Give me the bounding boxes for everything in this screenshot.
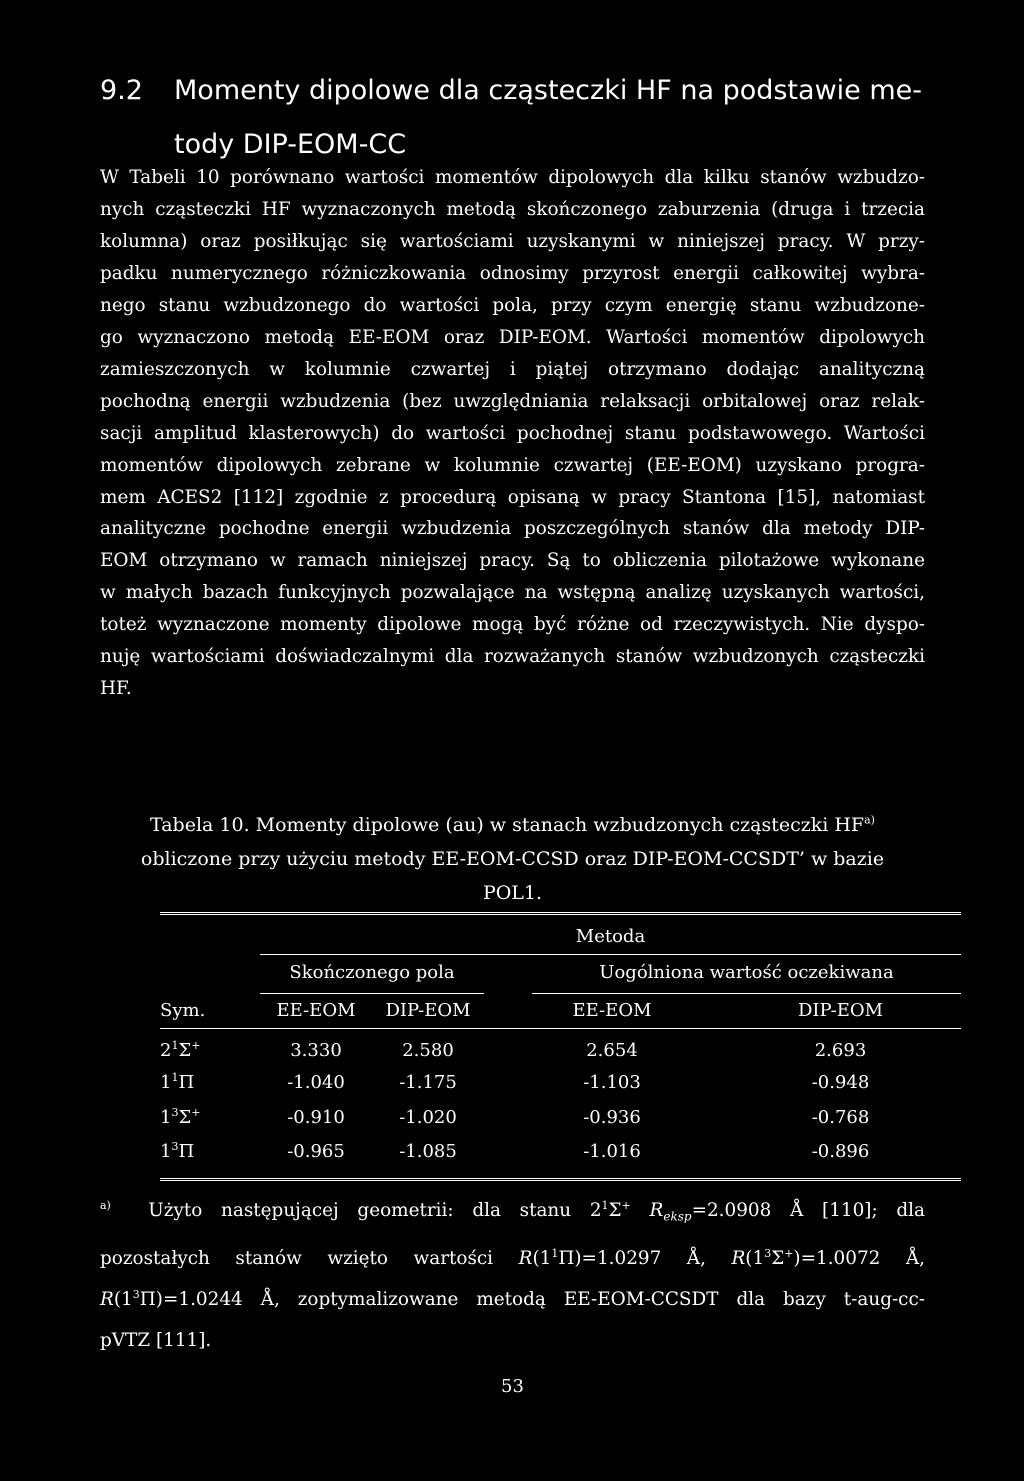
section-title-line2: tody DIP-EOM-CC bbox=[174, 129, 407, 160]
paragraph-line: w małych bazach funkcyjnych pozwalające na wstępną analizę uzyskanych wartości, bbox=[100, 582, 925, 604]
footnote-symbol: R bbox=[731, 1247, 746, 1269]
value-cell: 2.580 bbox=[402, 1040, 454, 1061]
footnote-sup: 1 bbox=[551, 1246, 559, 1260]
footnote-text: (1 bbox=[532, 1247, 552, 1269]
footnote-text: pVTZ [111]. bbox=[100, 1329, 212, 1351]
table-bottom-rule bbox=[160, 1178, 961, 1181]
value-cell: -1.103 bbox=[583, 1072, 641, 1093]
subgroup-rule-right bbox=[532, 993, 961, 994]
footnote-text: =2.0908 Å [110]; dla bbox=[691, 1200, 925, 1221]
footnote-sub: eksp bbox=[663, 1209, 692, 1224]
footnote-term: Σ bbox=[608, 1200, 622, 1221]
sym-part: 1 bbox=[160, 1141, 172, 1162]
footnote-symbol: R bbox=[649, 1200, 664, 1221]
paragraph-line: momentów dipolowych zebrane w kolumnie czwartej (EE-EOM) uzyskano progra- bbox=[100, 454, 925, 476]
section-title-line1: Momenty dipolowe dla cząsteczki HF na podstawie me- bbox=[174, 75, 922, 106]
sym-part: 1 bbox=[160, 1107, 172, 1128]
paragraph-line: EOM otrzymano w ramach niniejszej pracy. Są to obliczenia pilotażowe wykonane bbox=[100, 550, 925, 572]
sym-part: + bbox=[191, 1106, 201, 1119]
caption-footnote-marker: a) bbox=[864, 813, 875, 827]
col-header-ee-eom-ff: EE-EOM bbox=[276, 1000, 356, 1021]
value-cell: -1.040 bbox=[287, 1072, 345, 1093]
footnote-symbol: R bbox=[100, 1288, 114, 1310]
footnote-sup: + bbox=[784, 1246, 794, 1260]
value-cell: 2.654 bbox=[586, 1040, 638, 1061]
caption-line3: POL1. bbox=[482, 882, 543, 904]
value-cell: 3.330 bbox=[290, 1040, 342, 1061]
value-cell: -1.020 bbox=[399, 1107, 457, 1128]
footnote-sup: + bbox=[621, 1198, 631, 1212]
footnote-term: Σ bbox=[771, 1247, 785, 1269]
paragraph-line: nuję wartościami doświadczalnymi dla rozważanych stanów wzbudzonych cząsteczki bbox=[100, 646, 925, 668]
section-heading bbox=[100, 64, 925, 172]
sym-cell bbox=[160, 1072, 260, 1093]
sym-part: 3 bbox=[171, 1140, 179, 1153]
paragraph-line: HF. bbox=[100, 678, 132, 700]
value-cell: -0.896 bbox=[811, 1141, 870, 1162]
paragraph-line: W Tabeli 10 porównano wartości momentów dipolowych dla kilku stanów wzbudzo- bbox=[100, 167, 925, 188]
value-cell: -0.768 bbox=[811, 1107, 870, 1128]
table-footnote bbox=[100, 1190, 925, 1361]
body-paragraph bbox=[100, 162, 925, 705]
col-header-sym: Sym. bbox=[160, 1000, 206, 1021]
sym-part: + bbox=[191, 1039, 201, 1052]
col-header-dip-eom-ev: DIP-EOM bbox=[797, 1000, 884, 1021]
footnote-sup: 3 bbox=[764, 1246, 772, 1260]
paragraph-line: nego stanu wzbudzonego do wartości pola, przy czym energię stanu wzbudzone- bbox=[100, 294, 925, 316]
paragraph-line: padku numerycznego różniczkowania odnosimy przyrost energii całkowitej wybra- bbox=[100, 262, 925, 284]
sym-part: 1 bbox=[171, 1039, 179, 1052]
subgroup-expectation-value: Uogólniona wartość oczekiwana bbox=[599, 962, 894, 983]
footnote-text: Π)=1.0297 Å, bbox=[558, 1247, 706, 1269]
col-header-dip-eom-ff: DIP-EOM bbox=[385, 1000, 471, 1021]
subgroup-rule-left bbox=[260, 993, 484, 994]
footnote-text: Użyto następującej geometrii: dla stanu 2 bbox=[148, 1200, 602, 1221]
value-cell: -0.910 bbox=[287, 1107, 345, 1128]
header-bottom-rule bbox=[160, 1028, 961, 1029]
paragraph-line: pochodną energii wzbudzenia (bez uwzględniania relaksacji orbitalowej oraz relak- bbox=[100, 390, 925, 412]
footnote-sup: 1 bbox=[601, 1198, 609, 1212]
page-number: 53 bbox=[501, 1376, 524, 1397]
footnote-sup: 3 bbox=[132, 1287, 140, 1301]
value-cell: -1.016 bbox=[583, 1141, 641, 1162]
sym-part: 3 bbox=[171, 1106, 179, 1119]
paragraph-line: toteż wyznaczone momenty dipolowe mogą być różne od rzeczywistych. Nie dyspo- bbox=[100, 614, 925, 636]
sym-part: Π bbox=[178, 1141, 195, 1162]
method-rule bbox=[260, 954, 961, 955]
footnote-text: )=1.0072 Å, bbox=[793, 1247, 925, 1269]
footnote-text: (1 bbox=[745, 1247, 765, 1269]
sym-part: Σ bbox=[178, 1040, 192, 1061]
sym-cell bbox=[160, 1141, 260, 1162]
section-number: 9.2 bbox=[100, 75, 143, 106]
footnote-text: (1 bbox=[113, 1288, 133, 1310]
sym-cell bbox=[160, 1040, 260, 1061]
value-cell: -1.175 bbox=[399, 1072, 457, 1093]
sym-cell bbox=[160, 1107, 260, 1128]
sym-part: Σ bbox=[178, 1107, 192, 1128]
table-caption bbox=[100, 808, 925, 910]
caption-line2: obliczone przy użyciu metody EE-EOM-CCSD oraz DIP-EOM-CCSDT’ w bazie bbox=[140, 848, 885, 870]
value-cell: 2.693 bbox=[814, 1040, 867, 1061]
paragraph-line: mem ACES2 [112] zgodnie z procedurą opisaną w pracy Stantona [15], natomiast bbox=[100, 486, 925, 508]
sym-part: Π bbox=[178, 1072, 195, 1093]
sym-part: 2 bbox=[160, 1040, 172, 1061]
value-cell: -0.948 bbox=[811, 1072, 870, 1093]
footnote-marker: a) bbox=[100, 1198, 111, 1212]
value-cell: -0.965 bbox=[287, 1141, 345, 1162]
footnote-text: Π)=1.0244 Å, zoptymalizowane metodą EE-EOM-CCSDT dla bazy t-aug-cc- bbox=[139, 1288, 925, 1310]
sym-part: 1 bbox=[171, 1071, 179, 1084]
paragraph-line: kolumna) oraz posiłkując się wartościami uzyskanymi w niniejszej pracy. W przy- bbox=[100, 230, 925, 252]
paragraph-line: zamieszczonych w kolumnie czwartej i piątej otrzymano dodając analityczną bbox=[100, 358, 925, 380]
footnote-symbol: R bbox=[518, 1247, 533, 1269]
subgroup-finite-field: Skończonego pola bbox=[289, 962, 455, 983]
table-top-rule bbox=[160, 912, 961, 915]
col-header-ee-eom-ev: EE-EOM bbox=[572, 1000, 652, 1021]
method-header: Metoda bbox=[575, 926, 646, 947]
caption-line1: Tabela 10. Momenty dipolowe (au) w stanach wzbudzonych cząsteczki HF bbox=[150, 814, 865, 836]
paragraph-line: analityczne pochodne energii wzbudzenia poszczególnych stanów dla metody DIP- bbox=[100, 518, 925, 540]
paragraph-line: nych cząsteczki HF wyznaczonych metodą skończonego zaburzenia (druga i trzecia bbox=[100, 198, 925, 220]
value-cell: -1.085 bbox=[399, 1141, 457, 1162]
sym-part: 1 bbox=[160, 1072, 172, 1093]
value-cell: -0.936 bbox=[583, 1107, 641, 1128]
paragraph-line: go wyznaczono metodą EE-EOM oraz DIP-EOM. Wartości momentów dipolowych bbox=[100, 326, 925, 348]
paragraph-line: sacji amplitud klasterowych) do wartości pochodnej stanu podstawowego. Wartości bbox=[100, 422, 925, 444]
footnote-text: pozostałych stanów wzięto wartości bbox=[100, 1247, 494, 1269]
